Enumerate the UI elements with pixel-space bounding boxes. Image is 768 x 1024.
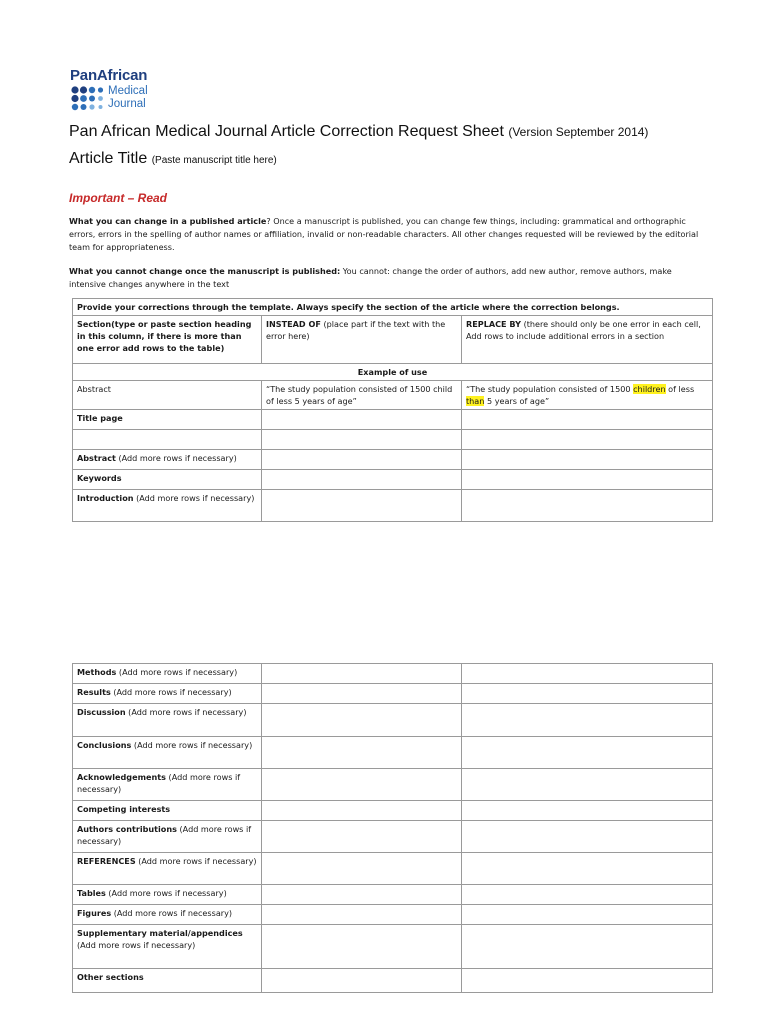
replace-by-column-header: [462, 316, 713, 364]
section-cell: [73, 853, 262, 885]
replace-by-input-cell[interactable]: [462, 885, 713, 905]
section-cell: [73, 684, 262, 704]
section-cell: [73, 905, 262, 925]
example-header-cell: Example of use: [73, 364, 713, 381]
replace-by-input-cell[interactable]: [462, 410, 713, 430]
logo-dot: [72, 104, 78, 110]
replace-by-input-cell[interactable]: [462, 969, 713, 993]
instead-of-input-cell[interactable]: [262, 490, 462, 522]
instead-of-input-cell[interactable]: [262, 821, 462, 853]
example-replace-pre: “The study population consisted of 1500: [466, 384, 634, 394]
document-title: [69, 123, 648, 141]
example-replace-mid: of less: [665, 384, 695, 394]
section-cell: [73, 885, 262, 905]
section-name: Competing interests: [77, 804, 171, 814]
instead-of-hint: (place part if the text with the error here): [266, 319, 446, 341]
logo-dot: [98, 96, 103, 101]
example-header-row: [73, 364, 713, 381]
table-row: [73, 704, 713, 737]
table-row: [73, 664, 713, 684]
section-name: REFERENCES: [77, 856, 136, 866]
section-hint: (Add more rows if necessary): [133, 493, 255, 503]
section-name: Keywords: [77, 473, 122, 483]
section-name: Introduction: [77, 493, 134, 503]
section-cell[interactable]: [73, 430, 262, 450]
logo-dot: [80, 86, 87, 93]
section-name: Supplementary material/appendices: [77, 928, 243, 938]
section-hint: (Add more rows if necessary): [110, 687, 232, 697]
replace-by-input-cell[interactable]: [462, 925, 713, 969]
section-cell: [73, 410, 262, 430]
instead-of-input-cell[interactable]: [262, 925, 462, 969]
example-replace-cell: [462, 381, 713, 410]
logo-title: PanAfrican: [70, 67, 148, 84]
table-row: [73, 801, 713, 821]
section-cell: [73, 925, 262, 969]
example-instead-cell: “The study population consisted of 1500 child of less 5 years of age”: [262, 381, 462, 410]
section-name: Title page: [77, 413, 123, 423]
logo-dots-icon: [71, 86, 105, 112]
section-cell: [73, 737, 262, 769]
section-cell: [73, 450, 262, 470]
table-row: [73, 430, 713, 450]
section-cell: [73, 801, 262, 821]
instead-of-column-header: [262, 316, 462, 364]
section-cell: [73, 969, 262, 993]
instead-of-input-cell[interactable]: [262, 664, 462, 684]
table-row: [73, 470, 713, 490]
section-cell: [73, 769, 262, 801]
replace-by-input-cell[interactable]: [462, 470, 713, 490]
instead-of-input-cell[interactable]: [262, 737, 462, 769]
column-header-row: [73, 316, 713, 364]
article-title-label: Article Title: [69, 150, 148, 167]
highlight-children: children: [633, 384, 666, 394]
cannot-change-text: You cannot: change the order of authors, add new author, remove authors, make intensive changes anywhere in the text: [69, 266, 672, 289]
instead-of-input-cell[interactable]: [262, 470, 462, 490]
section-name: Tables: [77, 888, 106, 898]
instead-of-input-cell[interactable]: [262, 684, 462, 704]
section-cell: [73, 821, 262, 853]
replace-by-input-cell[interactable]: [462, 905, 713, 925]
logo-dot: [81, 104, 87, 110]
example-replace-post: 5 years of age”: [484, 396, 550, 406]
replace-by-input-cell[interactable]: [462, 737, 713, 769]
replace-by-input-cell[interactable]: [462, 769, 713, 801]
logo-line-medical: Medical: [108, 85, 148, 97]
table-row: [73, 450, 713, 470]
journal-logo: [70, 67, 170, 113]
section-name: Figures: [77, 908, 112, 918]
table-row: [73, 925, 713, 969]
replace-by-input-cell[interactable]: [462, 821, 713, 853]
instead-of-input-cell[interactable]: [262, 801, 462, 821]
replace-by-input-cell[interactable]: [462, 704, 713, 737]
logo-dot: [99, 105, 103, 109]
instead-of-input-cell[interactable]: [262, 430, 462, 450]
table-row: [73, 769, 713, 801]
correction-table: [72, 298, 713, 522]
logo-dot: [89, 87, 95, 93]
logo-dot: [98, 87, 103, 92]
section-hint: (Add more rows if necessary): [135, 856, 257, 866]
logo-dot: [71, 95, 78, 102]
can-change-paragraph: [69, 215, 699, 254]
instead-of-input-cell[interactable]: [262, 769, 462, 801]
section-cell: [73, 704, 262, 737]
logo-line-journal: Journal: [108, 98, 146, 110]
article-title-line: [69, 150, 277, 168]
section-hint: (Add more rows if necessary): [116, 667, 238, 677]
cannot-change-paragraph: [69, 265, 699, 291]
table-row: [73, 821, 713, 853]
replace-by-input-cell[interactable]: [462, 801, 713, 821]
replace-by-label: REPLACE BY: [466, 319, 521, 329]
important-heading: Important – Read: [69, 191, 168, 205]
section-name: Acknowledgements: [77, 772, 166, 782]
section-hint: (Add more rows if necessary): [105, 888, 227, 898]
instead-of-input-cell[interactable]: [262, 450, 462, 470]
highlight-than: than: [466, 396, 485, 406]
version-label: (Version September 2014): [508, 125, 649, 139]
section-hint: (Add more rows if necessary): [131, 740, 253, 750]
table-row: [73, 969, 713, 993]
instead-of-label: INSTEAD OF: [266, 319, 321, 329]
instead-of-input-cell[interactable]: [262, 704, 462, 737]
logo-dot: [89, 96, 95, 102]
article-title-hint: (Paste manuscript title here): [151, 155, 277, 166]
replace-by-input-cell[interactable]: [462, 853, 713, 885]
section-cell: [73, 490, 262, 522]
example-row: [73, 381, 713, 410]
replace-by-input-cell[interactable]: [462, 664, 713, 684]
section-hint: (Add more rows if necessary): [77, 824, 252, 846]
instead-of-input-cell[interactable]: [262, 410, 462, 430]
section-cell: [73, 664, 262, 684]
cannot-change-lead: What you cannot change once the manuscript is published:: [69, 266, 341, 276]
replace-by-input-cell[interactable]: [462, 490, 713, 522]
table-row: [73, 684, 713, 704]
logo-dot: [80, 95, 87, 102]
instructions-cell: Provide your corrections through the template. Always specify the section of the article where the correction belongs.: [73, 299, 713, 316]
instructions-row: [73, 299, 713, 316]
table-row: [73, 905, 713, 925]
table-row: [73, 853, 713, 885]
instead-of-input-cell[interactable]: [262, 885, 462, 905]
can-change-text: ? Once a manuscript is published, you can change few things, including: grammatical and orthographic errors, errors in the spelling of author names or affiliation, invalid or non-readable characters. All other changes requested will be reviewed by the editorial team for appropriateness.: [69, 216, 699, 252]
section-name: Conclusions: [77, 740, 132, 750]
section-hint: (Add more rows if necessary): [115, 453, 237, 463]
section-name: Other sections: [77, 972, 144, 982]
section-column-header-text: Section(type or paste section heading in this column, if there is more than one error add rows to the table): [77, 319, 252, 353]
table-row: [73, 885, 713, 905]
instead-of-input-cell[interactable]: [262, 905, 462, 925]
table-row: [73, 737, 713, 769]
logo-dot: [89, 104, 94, 109]
table-row: [73, 490, 713, 522]
section-name: Results: [77, 687, 111, 697]
correction-table-continued: [72, 663, 713, 993]
replace-by-hint: (there should only be one error in each cell, Add rows to include additional errors in a section: [466, 319, 701, 341]
section-name: Abstract: [77, 453, 116, 463]
section-hint: (Add more rows if necessary): [111, 908, 233, 918]
section-hint: (Add more rows if necessary): [125, 707, 247, 717]
table-row: [73, 410, 713, 430]
instead-of-input-cell[interactable]: [262, 969, 462, 993]
replace-by-input-cell[interactable]: [462, 684, 713, 704]
can-change-lead: What you can change in a published article: [69, 216, 267, 226]
example-section-cell: Abstract: [73, 381, 262, 410]
section-cell: [73, 470, 262, 490]
section-name: Methods: [77, 667, 117, 677]
instead-of-input-cell[interactable]: [262, 853, 462, 885]
document-title-text: Pan African Medical Journal Article Correction Request Sheet: [69, 123, 504, 140]
section-column-header: [73, 316, 262, 364]
section-hint: (Add more rows if necessary): [77, 940, 196, 950]
section-hint: (Add more rows if necessary): [77, 772, 241, 794]
logo-dot: [71, 86, 78, 93]
section-name: Discussion: [77, 707, 126, 717]
section-name: Authors contributions: [77, 824, 177, 834]
replace-by-input-cell[interactable]: [462, 430, 713, 450]
replace-by-input-cell[interactable]: [462, 450, 713, 470]
